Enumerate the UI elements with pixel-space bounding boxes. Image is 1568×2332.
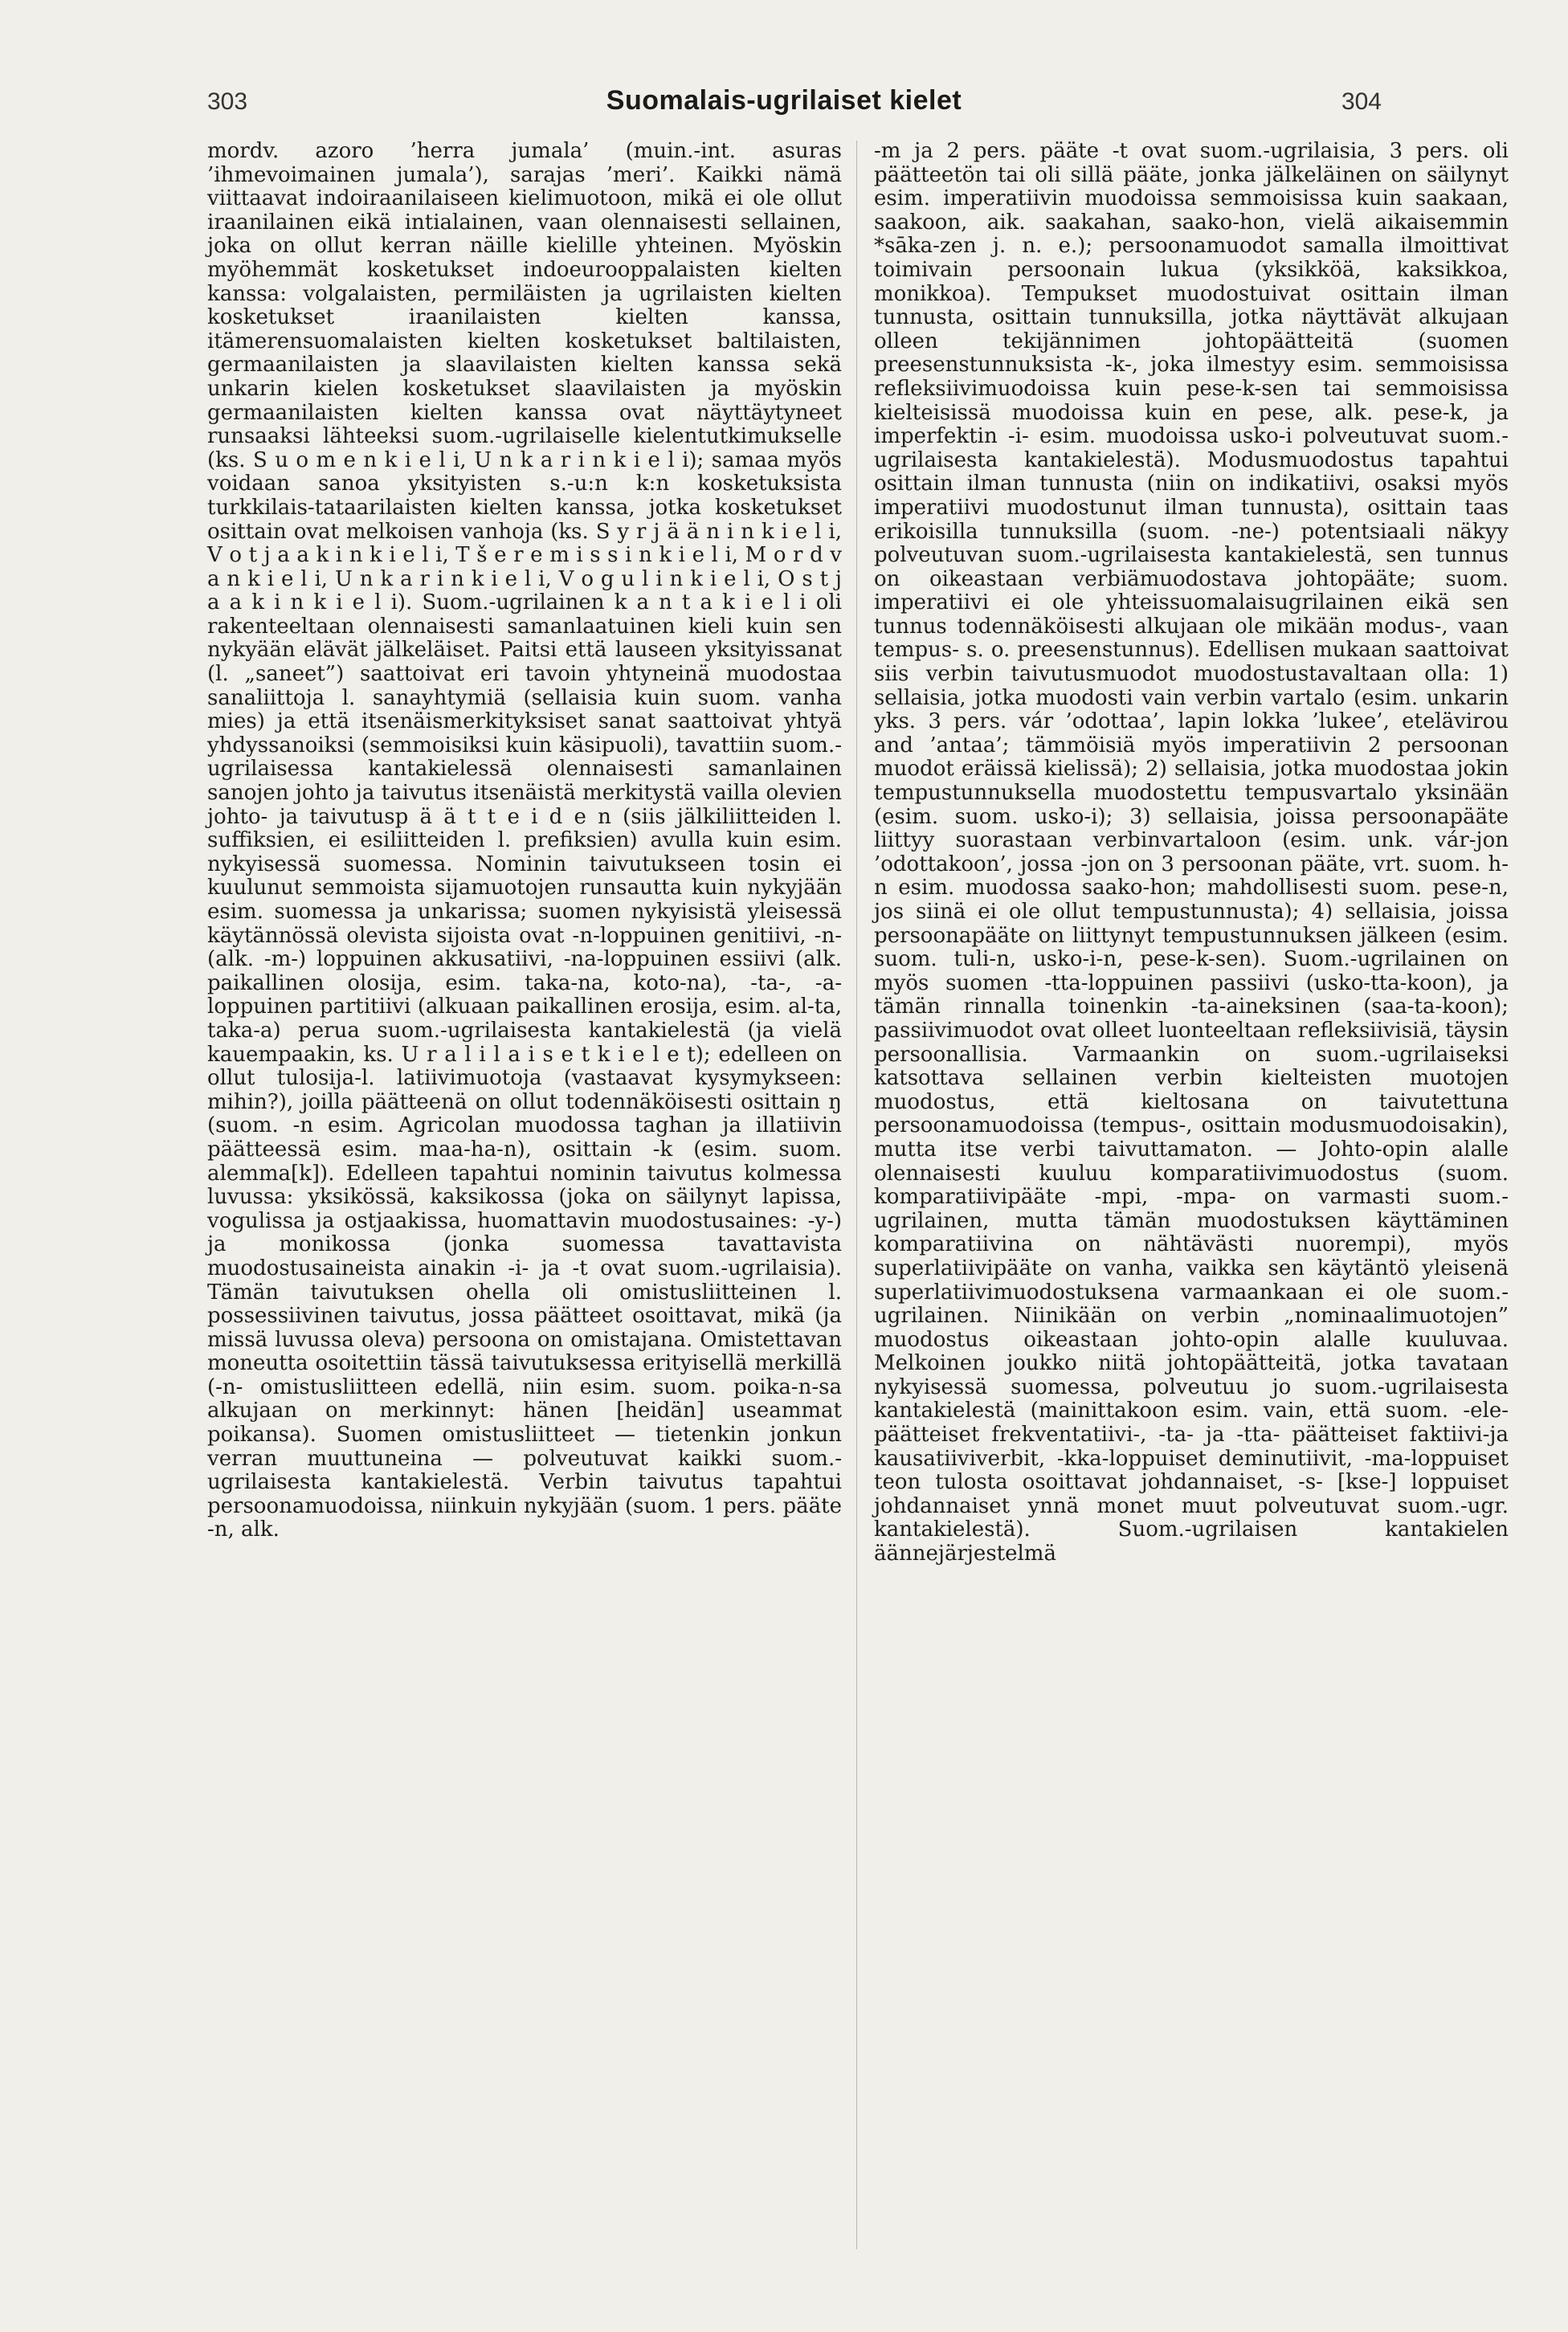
right-page-number: 304 xyxy=(1341,88,1382,115)
left-column-text: mordv. azoro ’herra jumala’ (muin.-int. asuras ’ihmevoimainen jumala’), sarajas ’meri’. Kaikki nämä viittaavat indoiraanilaiseen kielimuotoon, mikä ei ole ollut iraanilainen eikä intialainen, vaan olennaisesti sellainen, joka on ollut kerran näille kielille yhteinen. Myöskin myöhemmät kosketukset indoeurooppalaisten kielten kanssa: volgalaisten, permiläisten ja ugrilaisten kielten kosketukset iraanilaisten kielten kanssa, itämerensuomalaisten kielten kosketukset baltilaisten, germaanilaisten ja slaavilaisten kielten kanssa sekä unkarin kielen kosketukset slaavilaisten ja myöskin germaanilaisten kielten kanssa ovat näyttäytyneet runsaaksi lähteeksi suom.-ugrilaiselle kielentutkimukselle (ks. S u o m e n k i e l i, U n k a r i n k i e l i); samaa myös voidaan sanoa yksityisten s.-u:n k:n kosketuksista turkkilais-tataarilaisten kielten kanssa, jotka kosketukset osittain ovat melkoisen vanhoja (ks. S y r j ä ä n i n k i e l i, V o t j a a k i n k i e l i, T š e r e m i s s i n k i e l i, M o r d v a n k i e l i, U n k a r i n k i e l i, V o g u l i n k i e l i, O s t j a a k i n k i e l i). Suom.-ugrilainen k a n t a k i e l i oli rakenteeltaan olennaisesti samanlaatuinen kieli kuin sen nykyään elävät jälkeläiset. Paitsi että lauseen yksityissanat (l. „saneet”) saattoivat eri tavoin yhtyneinä muodostaa sanaliittoja l. sanayhtymiä (sellaisia kuin suom. vanha mies) ja että itsenäismerkityksiset sanat saattoivat yhtyä yhdyssanoiksi (semmoisiksi kuin käsipuoli), tavattiin suom.-ugrilaisessa kantakielessä olennaisesti samanlainen sanojen johto ja taivutus itsenäistä merkitystä vailla olevien johto- ja taivutusp ä ä t t e i d e n (siis jälkiliitteiden l. suffiksien, ei esiliitteiden l. prefiksien) avulla kuin esim. nykyisessä suomessa. Nominin taivutukseen tosin ei kuulunut semmoista sijamuotojen runsautta kuin nykyjään esim. suomessa ja unkarissa; suomen nykyisistä yleisessä käytännössä olevista sijoista ovat -n-loppuinen genitiivi, -n- (alk. -m-) loppuinen akkusatiivi, -na-loppuinen essiivi (alk. paikallinen olosija, esim. taka-na, koto-na), -ta-, -a-loppuinen partitiivi (alkuaan paikallinen erosija, esim. al-ta, taka-a) perua suom.-ugrilaisesta kantakielestä (ja vielä kauempaakin, ks. U r a l i l a i s e t k i e l e t); edelleen on ollut tulosija-l. latiivimuotoja (vastaavat kysymykseen: mihin?), joilla päätteenä on ollut todennäköisesti osittain ŋ (suom. -n esim. Agricolan muodossa taghan ja illatiivin päätteessä esim. maa-ha-n), osittain -k (esim. suom. alemma[k]). Edelleen tapahtui nominin taivutus kolmessa luvussa: yksikössä, kaksikossa (joka on säilynyt lapissa, vogulissa ja ostjaakissa, huomattavin muodostusaines: -y-) ja monikossa (jonka suomessa tavattavista muodostusaineista ainakin -i- ja -t ovat suom.-ugrilaisia). Tämän taivutuksen ohella oli omistusliitteinen l. possessiivinen taivutus, jossa päätteet osoittavat, mikä (ja missä luvussa oleva) persoona on omistajana. Omistettavan moneutta osoitettiin tässä taivutuksessa erityisellä merkillä (-n- omistusliitteen edellä, niin esim. suom. poika-n-sa alkujaan on merkinnyt: hänen [heidän] useammat poikansa). Suomen omistusliitteet — tietenkin jonkun verran muuttuneina — polveutuvat kaikki suom.-ugrilaisesta kantakielestä. Verbin taivutus tapahtui persoonamuodoissa, niinkuin nykyjään (suom. 1 pers. pääte -n, alk. xyxy=(207,139,842,1542)
column-divider xyxy=(856,141,857,2249)
right-column-text: -m ja 2 pers. pääte -t ovat suom.-ugrilaisia, 3 pers. oli päätteetön tai oli sillä pääte, jonka jälkeläinen on säilynyt esim. imperatiivin muodoissa semmoisissa kuin saakaan, saakoon, aik. saakahan, saako-hon, vielä aikaisemmin *sāka-zen j. n. e.); persoonamuodot samalla ilmoittivat toimivain persoonain lukua (yksikköä, kaksikkoa, monikkoa). Tempukset muodostuivat osittain ilman tunnusta, osittain tunnuksilla, jotka näyttävät alkujaan olleen tekijännimen johtopäätteitä (suomen preesenstunnuksista -k-, joka ilmestyy esim. semmoisissa refleksiivimuodoissa kuin pese-k-sen tai semmoisissa kielteisissä muodoissa kuin en pese, alk. pese-k, ja imperfektin -i- esim. muodoissa usko-i polveutuvat suom.-ugrilaisesta kantakielestä). Modusmuodostus tapahtui osittain ilman tunnusta (niin on indikatiivi, osaksi myös imperatiivi muodostunut ilman tunnusta), osittain taas erikoisilla tunnuksilla (suom. -ne-) potentsiaali näkyy polveutuvan suom.-ugrilaisesta kantakielestä, sen tunnus on oikeastaan verbiämuodostava johtopääte; suom. imperatiivi ei ole yhteissuomalaisugrilainen eikä sen tunnus todennäköisesti alkujaan ole mikään modus-, vaan tempus- s. o. preesenstunnus). Edellisen mukaan saattoivat siis verbin taivutusmuodot muodostustavaltaan olla: 1) sellaisia, jotka muodosti vain verbin vartalo (esim. unkarin yks. 3 pers. vár ’odottaa’, lapin lokka ’lukee’, etelävirou and ’antaa’; tämmöisiä myös imperatiivin 2 persoonan muodot eräissä kielissä); 2) sellaisia, jotka muodostaa jokin tempustunnuksella muodostettu tempusvartalo yksinään (esim. suom. usko-i); 3) sellaisia, joissa persoonapääte liittyy suorastaan verbinvartaloon (esim. unk. vár-jon ’odottakoon’, jossa -jon on 3 persoonan pääte, vrt. suom. h-n esim. muodossa saako-hon; mahdollisesti suom. pese-n, jos siinä ei ole ollut tempustunnusta); 4) sellaisia, joissa persoonapääte on liittynyt tempustunnuksen jälkeen (esim. suom. tuli-n, usko-i-n, pese-k-sen). Suom.-ugrilainen on myös suomen -tta-loppuinen passiivi (usko-tta-koon), ja tämän rinnalla toinenkin -ta-aineksinen (saa-ta-koon); passiivimuodot ovat olleet luonteeltaan refleksiivisiä, täysin persoonallisia. Varmaankin on suom.-ugrilaiseksi katsottava sellainen verbin kielteisten muotojen muodostus, että kieltosana on taivutettuna persoonamuodoissa (tempus-, osittain modusmuodoisakin), mutta itse verbi taivuttamaton. — Johto-opin alalle olennaisesti kuuluu komparatiivimuodostus (suom. komparatiivipääte -mpi, -mpa- on varmasti suom.-ugrilainen, mutta tämän muodostuksen käyttäminen komparatiivina on nähtävästi nuorempi), myös superlatiivipääte on vanha, vaikka sen käytäntö yleisenä superlatiivimuodostuksena varmaankaan ei ole suom.-ugrilainen. Niinikään on verbin „nominaalimuotojen” muodostus oikeastaan johto-opin alalle kuuluvaa. Melkoinen joukko niitä johtopäätteitä, jotka tavataan nykyisessä suomessa, polveutuu jo suom.-ugrilaisesta kantakielestä (mainittakoon esim. vain, että suom. -ele-päätteiset frekventatiivi-, -ta- ja -tta- päätteiset faktiivi-ja kausatiiviverbit, -kka-loppuiset deminutiivit, -ma-loppuiset teon tulosta osoittavat johdannaiset, -s- [kse-] loppuiset johdannaiset ynnä monet muut polveutuvat suom.-ugr. kantakielestä). Suom.-ugrilaisen kantakielen äännejärjestelmä xyxy=(874,139,1509,1566)
running-title: Suomalais-ugrilaiset kielet xyxy=(606,85,962,116)
right-column xyxy=(874,140,1509,2252)
page-header xyxy=(0,85,1568,137)
left-page-number: 303 xyxy=(207,88,248,115)
left-column xyxy=(207,140,842,2252)
